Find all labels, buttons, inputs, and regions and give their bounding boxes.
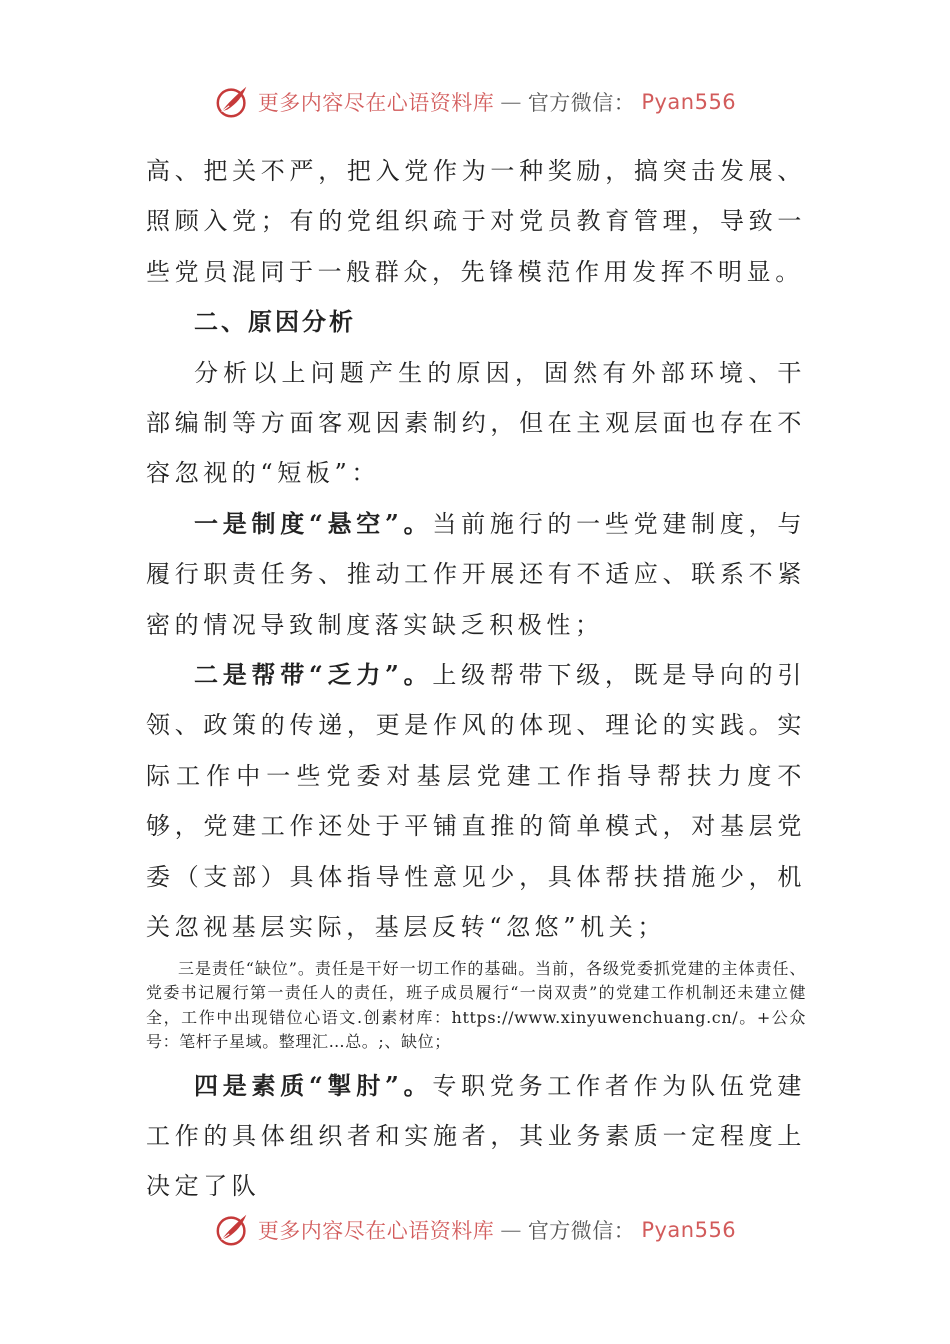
point-one-lead: 一是制度“悬空”。 <box>194 508 433 538</box>
paragraph-continuation: 高、把关不严，把入党作为一种奖励，搞突击发展、照顾入党；有的党组织疏于对党员教育管理，导致一些党员混同于一般群众，先锋模范作用发挥不明显。 <box>146 157 806 286</box>
section-heading: 二、原因分析 <box>194 308 356 337</box>
footer-banner-title: 更多内容尽在心语资料库 <box>257 1219 495 1243</box>
point-four-body: 专职党务工作者作为队伍党建工作的具体组织者和实施者，其业务素质一定程度上决定了队 <box>146 1071 806 1201</box>
point-one-body: 当前施行的一些党建制度，与履行职责任务、推动工作开展还有不适应、联系不紧密的情况导致制度落实缺乏积极性； <box>146 509 806 639</box>
point-four-lead: 四是素质“掣肘”。 <box>194 1070 433 1100</box>
paragraph-analysis-intro: 分析以上问题产生的原因，固然有外部环境、干部编制等方面客观因素制约，但在主观层面也存在不容忽视的“短板”： <box>146 358 806 488</box>
point-two-lead: 二是帮带“乏力”。 <box>194 660 433 690</box>
banner-separator: — <box>500 90 522 114</box>
banner-title: 更多内容尽在心语资料库 <box>257 91 495 115</box>
footer-banner-separator: — <box>500 1218 522 1242</box>
quill-logo-icon <box>214 1211 252 1249</box>
footer-banner-wechat-id: Pyan556 <box>641 1218 737 1242</box>
point-two-body: 上级帮带下级，既是导向的引领、政策的传递，更是作风的体现、理论的实践。实际工作中一些党委对基层党建工作指导帮扶力度不够，党建工作还处于平铺直推的简单模式，对基层党委（支部）具体指导性意见少，具体帮扶措施少，机关忽视基层实际，基层反转“忽悠”机关； <box>146 661 806 942</box>
footer-banner <box>0 1206 950 1254</box>
paragraph-point-one <box>146 499 806 650</box>
banner-inner <box>214 83 736 121</box>
header-banner <box>0 78 950 126</box>
banner-wechat-label: 官方微信： <box>527 91 636 115</box>
paragraph-point-four <box>146 1061 806 1212</box>
document-body <box>146 146 806 1212</box>
footer-banner-wechat-label: 官方微信： <box>527 1219 636 1243</box>
paragraph-point-three: 三是责任“缺位”。责任是干好一切工作的基础。当前，各级党委抓党建的主体责任、党委书记履行第一责任人的责任，班子成员履行“一岗双责”的党建工作机制还未建立健全，工作中出现错位心语文.创素材库：https://www.xinyuwenchuang.cn/。+公众号：笔杆子星域。整理汇…总。;、缺位； <box>146 958 806 1051</box>
banner-wechat-id: Pyan556 <box>641 90 737 114</box>
footer-banner-inner <box>214 1211 736 1249</box>
quill-logo-icon <box>214 83 252 121</box>
paragraph-point-two <box>146 650 806 952</box>
